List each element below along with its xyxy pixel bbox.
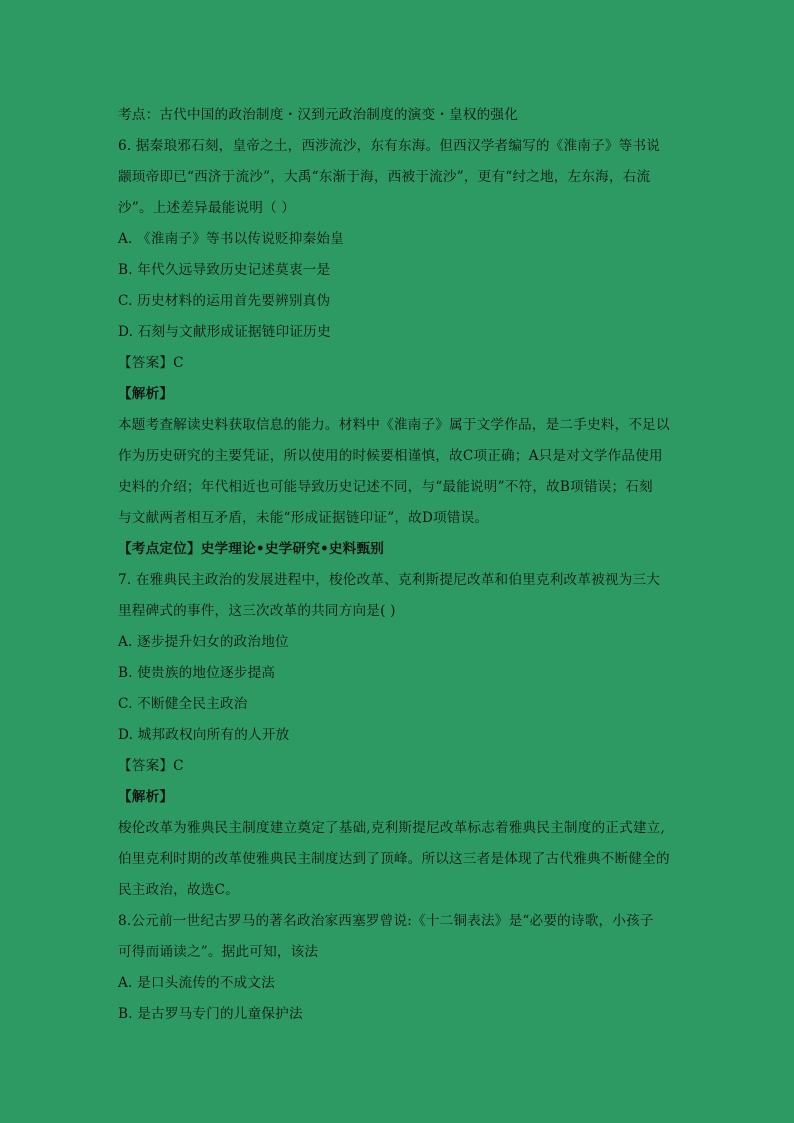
q7-option-a: A. 逐步提升妇女的政治地位: [118, 634, 289, 650]
q7-analysis-line-2: 伯里克利时期的改革使雅典民主制度达到了顶峰。所以这三者是体现了古代雅典不断健全的: [118, 851, 670, 867]
q7-option-b: B. 使贵族的地位逐步提高: [118, 665, 276, 681]
q7-stem-line-2: 里程碑式的事件，这三次改革的共同方向是( ): [118, 603, 396, 619]
q6-option-c: C. 历史材料的运用首先要辨别真伪: [118, 293, 331, 309]
q6-option-b: B. 年代久远导致历史记述莫衷一是: [118, 262, 331, 278]
q6-analysis-line-4: 与文献两者相互矛盾，未能“形成证据链印证”，故D项错误。: [118, 510, 489, 526]
question-7: [118, 565, 688, 906]
q8-stem-line-2: 可得而诵读之”。据此可知，该法: [118, 944, 319, 960]
q6-analysis-line-1: 本题考查解读史料获取信息的能力。材料中《淮南子》属于文学作品，是二手史料，不足以: [118, 417, 670, 433]
q7-analysis-line-3: 民主政治，故选C。: [118, 882, 239, 898]
q6-answer: 【答案】C: [118, 355, 184, 371]
q7-option-d: D. 城邦政权向所有的人开放: [118, 727, 290, 743]
question-6: [118, 131, 688, 565]
q6-position: 【考点定位】史学理论•史学研究•史料甄别: [118, 541, 385, 557]
q6-analysis-line-3: 史料的介绍；年代相近也可能导致历史记述不同，与“最能说明”不符，故B项错误；石刻: [118, 479, 653, 495]
q8-option-b: B. 是古罗马专门的儿童保护法: [118, 1006, 303, 1022]
q7-option-c: C. 不断健全民主政治: [118, 696, 248, 712]
q6-stem-line-3: 沙”。上述差异最能说明（ ）: [118, 200, 296, 216]
q7-analysis-label: 【解析】: [118, 789, 174, 805]
q6-stem-line-2: 颛顼帝即已“西济于流沙”，大禹“东渐于海，西被于流沙”，更有“纣之地，左东海，右流: [118, 169, 651, 185]
q6-analysis-label: 【解析】: [118, 386, 174, 402]
q6-analysis-line-2: 作为历史研究的主要凭证，所以使用的时候要相谨慎，故C项正确；A只是对文学作品使用: [118, 448, 663, 464]
q7-analysis-line-1: 梭伦改革为雅典民主制度建立奠定了基础,克利斯提尼改革标志着雅典民主制度的正式建立,: [118, 820, 665, 836]
q7-stem-line-1: 7. 在雅典民主政治的发展进程中，梭伦改革、克利斯提尼改革和伯里克利改革被视为三大: [118, 572, 661, 588]
q7-answer: 【答案】C: [118, 758, 184, 774]
question-8: [118, 906, 688, 1030]
kaodian-line: 考点：古代中国的政治制度・汉到元政治制度的演变・皇权的强化: [118, 107, 519, 123]
q6-option-a: A. 《淮南子》等书以传说贬抑秦始皇: [118, 231, 344, 247]
q8-option-a: A. 是口头流传的不成文法: [118, 975, 275, 991]
document-content: [118, 100, 688, 1030]
q8-stem-line-1: 8.公元前一世纪古罗马的著名政治家西塞罗曾说:《十二铜表法》是“必要的诗歌，小孩子: [118, 913, 654, 929]
q6-option-d: D. 石刻与文献形成证据链印证历史: [118, 324, 331, 340]
q6-stem-line-1: 6. 据秦琅邪石刻，皇帝之土，西涉流沙，东有东海。但西汉学者编写的《淮南子》等书说: [118, 138, 661, 154]
